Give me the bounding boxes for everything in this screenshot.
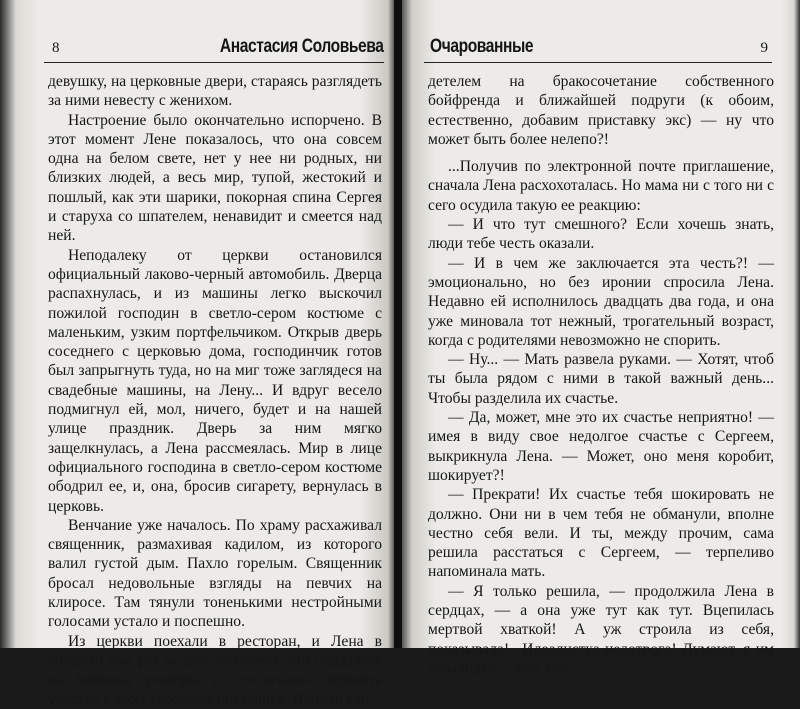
paragraph: ...Получив по электронной почте приглашение, сначала Лена расхохоталась. Но мама ни с того ни с сего осудила такую ее реакцию:: [428, 158, 774, 214]
paragraph: — И что тут смешного? Если хочешь знать, люди тебе честь оказали.: [428, 216, 774, 253]
right-page-header: [424, 30, 772, 63]
paragraph: — Ну... — Мать развела руками. — Хотят, чтоб ты была рядом с ними в такой важный день... Чтобы разделила их счастье.: [428, 351, 774, 407]
paragraph: — Я только решила, — продолжила Лена в сердцах, — а она уже тут как тут. Вцепилась мертвой хваткой! А уж строила из себя, показывала!.. Идеалистка-недотрога! Думают, я им позавидую... Как же!: [428, 582, 774, 677]
running-head-author: Анастасия Соловьева: [220, 36, 384, 57]
paragraph: Настроение было окончательно испорчено. В этот момент Лене показалось, что она совсем одна на белом свете, нет у нее ни родных, ни близких людей, а весь мир, тупой, жестокий и пошлый, как эти шарики, покорная спина Сергея и старуха со шпателем, ненавидит и смеется над ней.: [48, 111, 382, 245]
left-page-header: [44, 30, 384, 63]
paragraph: Из церкви поехали в ресторан, и Лена в который уже раз за день пожалела, что поддалась на мамины уговоры и согласилась принять участие в этом угробном празднике. Прийти сви-: [48, 632, 382, 708]
paragraph: — Да, может, мне это их счастье неприятно! — имея в виду свое недолгое счастье с Сергеем, выкрикнула Лена. — Может, оно меня коробит, шокирует?!: [428, 409, 774, 484]
book-gutter: [394, 0, 402, 648]
page-number: 8: [52, 40, 60, 56]
paragraph: Неподалеку от церкви остановился официальный лаково-черный автомобиль. Дверца распахнулась, и из машины легко выскочил пожилой господин в светло-сером костюме с маленьким, узким портфельчиком. Открыв дверь соседнего с церковью дома, господинчик готов был запрыгнуть туда, но на миг тоже заглядеся на свадебные машины, на Лену... И вдруг весело подмигнул ей, мол, ничего, будет и на нашей улице праздник. Дверь за ним мягко защелкнулась, а Лена рассмеялась. Мир в лице официального господина в светло-сером костюме ободрил ее, и, она, бросив сигарету, вернулась в церковь.: [48, 246, 382, 515]
paragraph: — Прекрати! Их счастье тебя шокировать не должно. Они ни в чем тебя не обманули, вполне честно себя вели. И ты, между прочим, сама решила расстаться с Сергеем, — терпеливо напоминала мать.: [428, 486, 774, 581]
paragraph: детелем на бракосочетание собственного бойфренда и ближайшей подруги (к обоим, естественно, добавим приставку экс) — ну что может быть более нелепо?!: [428, 73, 774, 148]
page-number: 9: [760, 40, 768, 56]
paragraph: Венчание уже началось. По храму расхаживал священник, размахивая кадилом, из которого валил густой дым. Пахло горелым. Священник бросал недовольные взгляды на певчих на клиросе. Там тянули тоненькими нестройными голосами устало и поспешно.: [48, 516, 382, 631]
paragraph: девушку, на церковные двери, стараясь разглядеть за ними невесту с женихом.: [48, 73, 382, 110]
paragraph: — И в чем же заключается эта честь?! — эмоционально, но без иронии спросила Лена. Недавно ей исполнилось двадцать два года, и она уже миновала тот нежный, трогательный возраст, когда с родителями невозможно не спорить.: [428, 254, 774, 349]
left-page-text: [48, 72, 382, 709]
left-page: [0, 0, 394, 708]
right-page-text: [428, 72, 774, 678]
running-head-title: Очарованные: [430, 36, 534, 57]
right-page: [402, 0, 800, 677]
